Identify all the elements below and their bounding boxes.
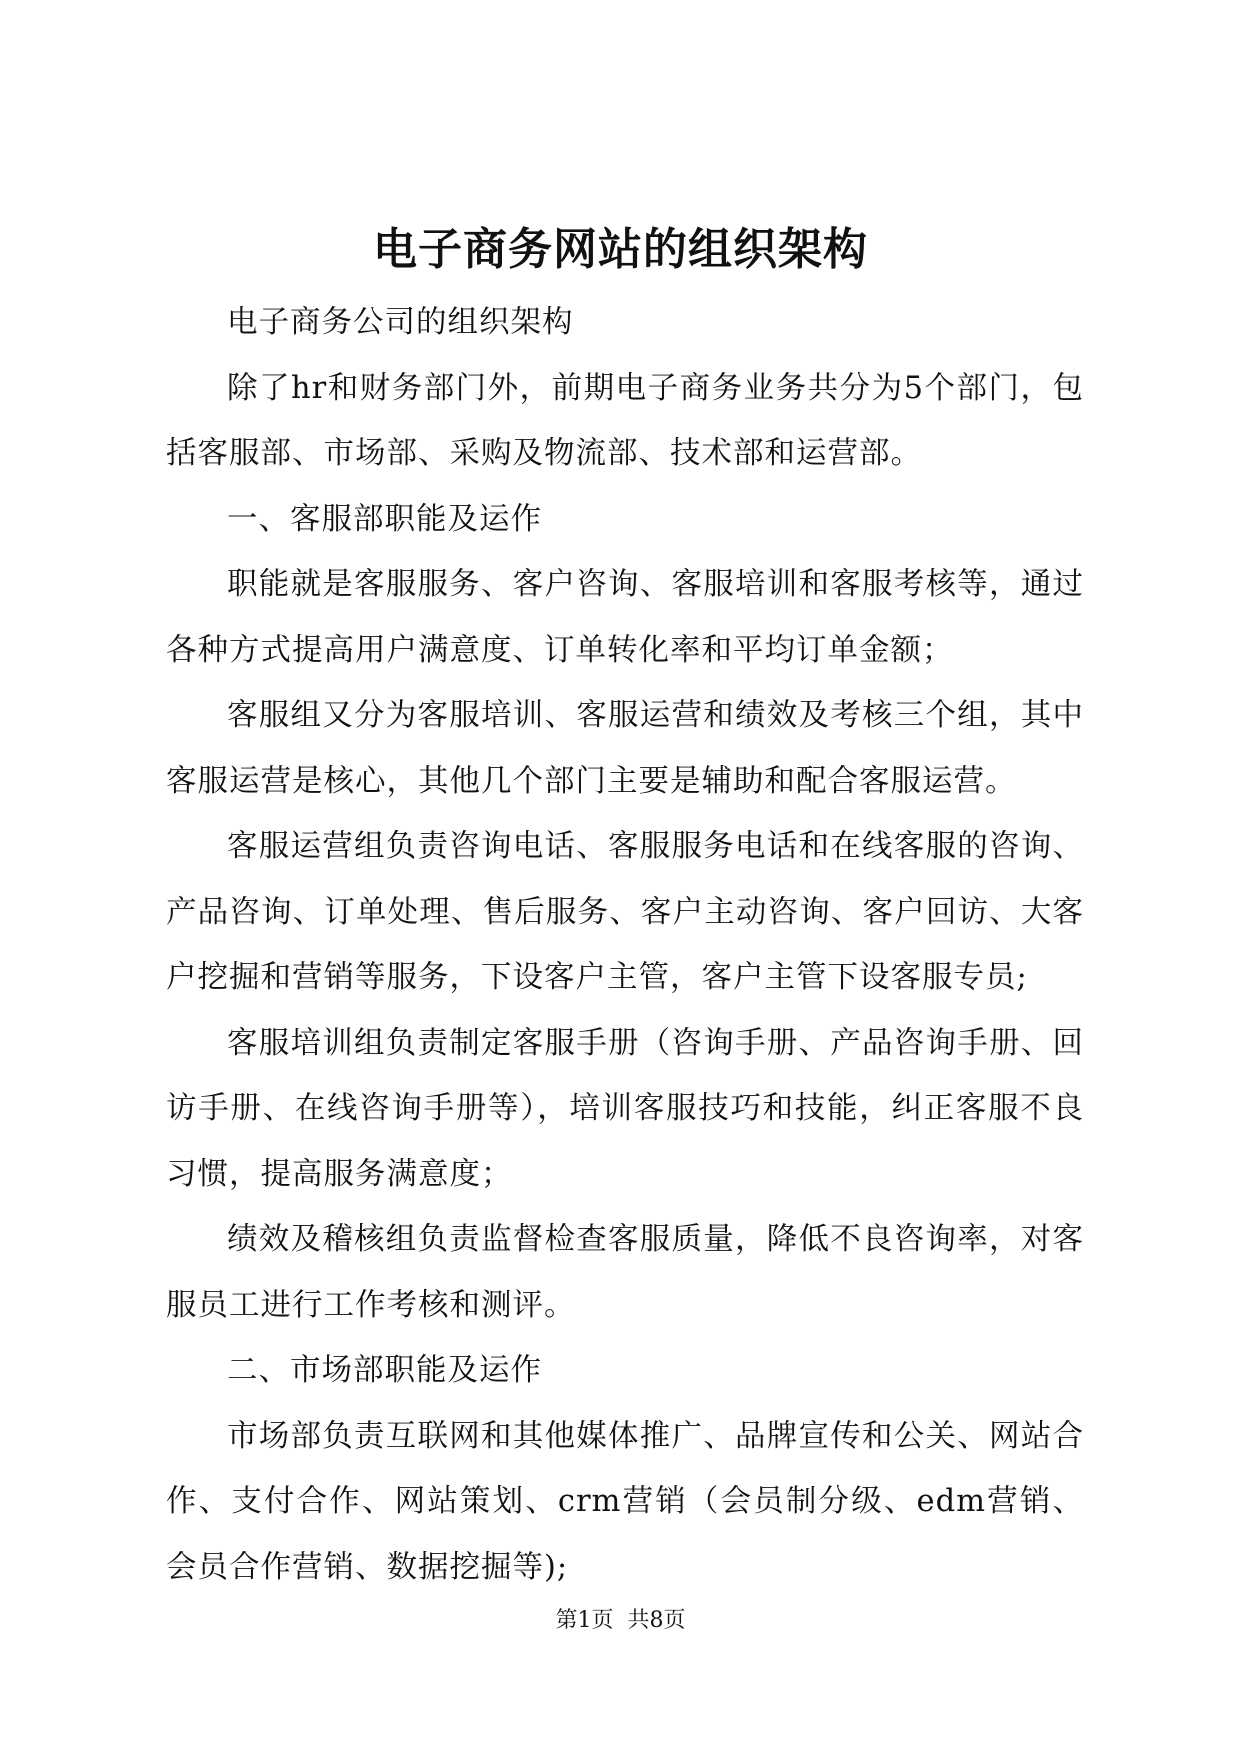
paragraph-cs-audit: 绩效及稽核组负责监督检查客服质量，降低不良咨询率，对客服员工进行工作考核和测评。 xyxy=(166,1222,1084,1323)
paragraph-marketing-function: 市场部负责互联网和其他媒体推广、品牌宣传和公关、网站合作、支付合作、网站策划、crm营销（会员制分级、edm营销、会员合作营销、数据挖掘等); xyxy=(166,1418,1084,1585)
page-footer xyxy=(0,1606,1241,1636)
paragraph-cs-training: 客服培训组负责制定客服手册（咨询手册、产品咨询手册、回访手册、在线咨询手册等），培训客服技巧和技能，纠正客服不良习惯，提高服务满意度； xyxy=(166,1025,1084,1192)
page-number: 第1页 xyxy=(555,1608,614,1633)
paragraph-cs-groups: 客服组又分为客服培训、客服运营和绩效及考核三个组，其中客服运营是核心，其他几个部门主要是辅助和配合客服运营。 xyxy=(166,698,1084,799)
paragraph-subtitle: 电子商务公司的组织架构 xyxy=(227,305,574,340)
paragraph-intro: 除了hr和财务部门外，前期电子商务业务共分为5个部门，包括客服部、市场部、采购及物流部、技术部和运营部。 xyxy=(166,370,1084,471)
document-body xyxy=(166,290,1084,1600)
paragraph-cs-operations: 客服运营组负责咨询电话、客服服务电话和在线客服的咨询、产品咨询、订单处理、售后服务、客户主动咨询、客户回访、大客户挖掘和营销等服务，下设客户主管，客户主管下设客服专员; xyxy=(166,829,1084,995)
page-total: 共8页 xyxy=(627,1608,686,1633)
section-heading-marketing: 二、市场部职能及运作 xyxy=(227,1353,542,1388)
section-heading-customer-service: 一、客服部职能及运作 xyxy=(227,501,542,537)
paragraph-cs-function: 职能就是客服服务、客户咨询、客服培训和客服考核等，通过各种方式提高用户满意度、订单转化率和平均订单金额； xyxy=(166,567,1084,668)
document-title: 电子商务网站的组织架构 xyxy=(373,224,868,275)
